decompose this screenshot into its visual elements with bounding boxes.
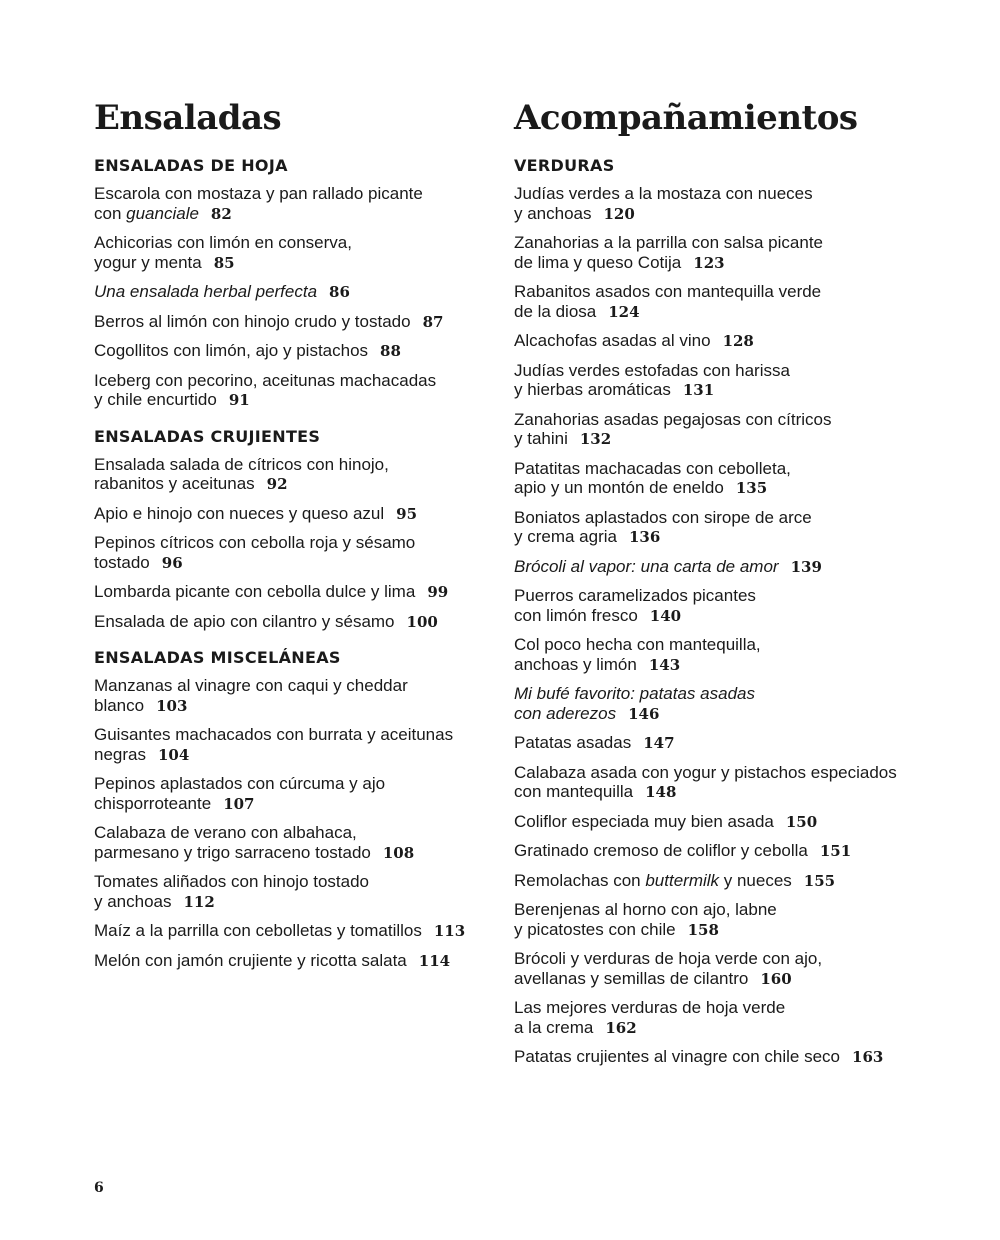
entry-text: buttermilk xyxy=(645,870,720,890)
toc-entry[interactable] xyxy=(94,341,494,362)
entry-page-number: 95 xyxy=(396,504,418,523)
entry-title xyxy=(514,233,823,272)
entry-text: Berenjenas al horno con ajo, labne xyxy=(514,900,777,919)
entry-text: Patatitas machacadas con cebolleta, xyxy=(514,458,791,478)
page-number: 6 xyxy=(94,1180,104,1196)
entry-text: y chile encurtido xyxy=(94,390,217,409)
entry-text: Lombarda picante con cebolla dulce y lima xyxy=(94,582,416,601)
entry-title xyxy=(514,508,812,547)
entry-title xyxy=(514,763,897,802)
entry-text: Remolachas con xyxy=(514,870,646,890)
entry-text: y tahini xyxy=(514,429,568,448)
entry-text: Calabaza asada con yogur y pistachos especiados xyxy=(514,762,897,782)
entry-title xyxy=(514,812,774,831)
entry-title xyxy=(94,823,371,862)
entry-text: Ensalada salada de cítricos con hinojo, xyxy=(94,454,389,474)
entry-text: Coliflor especiada muy bien asada xyxy=(514,811,774,831)
toc-entry[interactable] xyxy=(514,841,934,862)
toc-entry[interactable] xyxy=(94,725,494,765)
toc-entry[interactable] xyxy=(514,871,934,892)
entry-text: Zanahorias asadas pegajosas con cítricos xyxy=(514,409,832,429)
entry-page-number: 150 xyxy=(785,812,818,831)
section-title: ENSALADAS MISCELÁNEAS xyxy=(94,648,341,667)
entry-text: Brócoli al vapor: una carta de amor xyxy=(514,556,779,576)
entry-text: Mi bufé favorito: patatas asadas xyxy=(514,684,755,703)
entry-text: y nueces xyxy=(719,870,792,890)
entry-title xyxy=(94,504,384,523)
entry-page-number: 160 xyxy=(760,969,792,988)
entry-text: Alcachofas asadas al vino xyxy=(514,331,711,350)
entry-list xyxy=(94,676,494,971)
chapter-title-ensaladas: Ensaladas xyxy=(94,98,282,138)
entry-text: Judías verdes a la mostaza con nueces xyxy=(514,184,813,203)
entry-title xyxy=(94,341,368,360)
entry-text: Gratinado cremoso de coliflor y cebolla xyxy=(514,841,808,860)
entry-text: rabanitos y aceitunas xyxy=(94,474,255,493)
entry-page-number: 107 xyxy=(223,794,255,813)
entry-text: blanco xyxy=(94,695,145,715)
entry-page-number: 123 xyxy=(693,253,725,272)
entry-page-number: 131 xyxy=(682,381,715,399)
entry-text: Zanahorias a la parrilla con salsa picante xyxy=(514,233,824,252)
toc-entry[interactable] xyxy=(514,508,934,548)
entry-title xyxy=(94,676,408,715)
entry-page-number: 155 xyxy=(803,871,836,890)
toc-entry[interactable] xyxy=(94,312,494,333)
toc-entry[interactable] xyxy=(514,361,934,401)
entry-text: Cogollitos con limón, ajo y pistachos xyxy=(94,341,369,360)
entry-page-number: 151 xyxy=(819,842,852,860)
entry-title xyxy=(514,871,792,890)
entry-text: Patatas crujientes al vinagre con chile seco xyxy=(514,1047,841,1066)
entry-page-number: 143 xyxy=(648,655,681,674)
entry-page-number: 163 xyxy=(852,1048,884,1066)
toc-entry[interactable] xyxy=(94,504,494,525)
entry-title xyxy=(94,725,453,764)
entry-text: a la crema xyxy=(514,1017,594,1037)
entry-text: Tomates aliñados con hinojo tostado xyxy=(94,872,370,891)
entry-text: Berros al limón con hinojo crudo y tostado xyxy=(94,311,411,331)
entry-page-number: 99 xyxy=(427,583,449,601)
entry-title xyxy=(514,331,711,350)
entry-text: Col poco hecha con mantequilla, xyxy=(514,635,761,654)
column-ensaladas xyxy=(94,92,494,985)
toc-entry[interactable] xyxy=(94,872,494,912)
entry-text: de lima y queso Cotija xyxy=(514,252,682,272)
entry-title xyxy=(514,841,808,860)
entry-text: Pepinos aplastados con cúrcuma y ajo xyxy=(94,774,386,793)
entry-list xyxy=(94,455,494,633)
entry-text: Apio e hinojo con nueces y queso azul xyxy=(94,503,385,523)
entry-page-number: 124 xyxy=(608,302,640,321)
toc-entry[interactable] xyxy=(514,233,934,273)
entry-title xyxy=(514,557,779,576)
entry-text: de la diosa xyxy=(514,301,597,321)
entry-text: tostado xyxy=(94,552,150,572)
entry-title xyxy=(514,733,631,752)
entry-text: y hierbas aromáticas xyxy=(514,380,671,399)
toc-entry[interactable] xyxy=(94,921,494,942)
entry-page-number: 146 xyxy=(628,704,660,723)
entry-page-number: 113 xyxy=(433,922,466,940)
toc-entry[interactable] xyxy=(514,733,934,754)
toc-entry[interactable] xyxy=(94,774,494,814)
section-title: ENSALADAS DE HOJA xyxy=(94,156,288,175)
entry-text: Ensalada de apio con cilantro y sésamo xyxy=(94,611,395,631)
entry-text: Maíz a la parrilla con cebolletas y tomatillos xyxy=(94,921,422,940)
entry-text: Brócoli y verduras de hoja verde con ajo, xyxy=(514,949,823,968)
toc-entry[interactable] xyxy=(94,455,494,495)
toc-entry[interactable] xyxy=(514,900,934,940)
entry-page-number: 104 xyxy=(157,745,190,764)
entry-page-number: 112 xyxy=(183,892,215,911)
toc-entry[interactable] xyxy=(514,684,934,724)
entry-title xyxy=(94,582,415,601)
toc-entry[interactable] xyxy=(94,612,494,633)
entry-title xyxy=(514,361,790,400)
entry-text: Puerros caramelizados picantes xyxy=(514,586,756,605)
entry-page-number: 136 xyxy=(628,528,661,546)
entry-page-number: 96 xyxy=(161,553,183,572)
entry-text: yogur y menta xyxy=(94,252,202,272)
entry-text: y anchoas xyxy=(514,203,592,223)
entry-page-number: 162 xyxy=(605,1018,637,1037)
entry-text: anchoas y limón xyxy=(514,654,637,674)
toc-section xyxy=(94,154,494,411)
entry-title xyxy=(514,282,821,321)
section-title: ENSALADAS CRUJIENTES xyxy=(94,426,321,446)
chapter-title-acompanamientos: Acompañamientos xyxy=(514,98,858,138)
column-acompanamientos xyxy=(514,92,934,1082)
entry-page-number: 120 xyxy=(603,204,635,223)
entry-list xyxy=(514,184,934,1068)
entry-title xyxy=(94,184,423,223)
toc-entry[interactable] xyxy=(514,998,934,1038)
entry-title xyxy=(94,872,369,911)
entry-text: Las mejores verduras de hoja verde xyxy=(514,998,786,1017)
toc-entry[interactable] xyxy=(514,1047,934,1068)
toc-entry[interactable] xyxy=(514,282,934,322)
entry-page-number: 140 xyxy=(649,606,682,625)
entry-text: Una ensalada herbal perfecta xyxy=(94,282,318,301)
entry-title xyxy=(514,184,813,223)
toc-entry[interactable] xyxy=(94,951,494,972)
entry-text: Achicorias con limón en conserva, xyxy=(94,233,352,252)
toc-entry[interactable] xyxy=(94,676,494,716)
entry-page-number: 91 xyxy=(228,391,250,409)
entry-text: guanciale xyxy=(126,203,199,223)
toc-entry[interactable] xyxy=(514,949,934,989)
entry-page-number: 139 xyxy=(790,557,822,576)
toc-section xyxy=(94,646,494,971)
toc-entry[interactable] xyxy=(514,557,934,578)
section-title: VERDURAS xyxy=(514,156,615,175)
toc-entry[interactable] xyxy=(514,635,934,675)
toc-entry[interactable] xyxy=(514,459,934,499)
entry-title xyxy=(514,586,756,625)
entry-page-number: 108 xyxy=(382,843,415,862)
entry-text: Boniatos aplastados con sirope de arce xyxy=(514,507,812,527)
entry-text: con xyxy=(94,203,127,223)
entry-page-number: 85 xyxy=(213,253,235,272)
entry-page-number: 88 xyxy=(380,342,401,360)
toc-entry[interactable] xyxy=(94,282,494,303)
toc-section xyxy=(514,154,934,1068)
entry-title xyxy=(94,371,436,410)
entry-text: y anchoas xyxy=(94,891,172,911)
entry-title xyxy=(94,612,395,631)
entry-page-number: 103 xyxy=(156,696,188,715)
toc-entry[interactable] xyxy=(514,184,934,224)
entry-text: y crema agria xyxy=(514,527,617,546)
entry-text: Manzanas al vinagre con caqui y cheddar xyxy=(94,676,408,695)
entry-page-number: 132 xyxy=(579,430,612,448)
toc-entry[interactable] xyxy=(94,823,494,863)
toc-entry[interactable] xyxy=(514,763,934,803)
entry-text: Patatas asadas xyxy=(514,733,632,752)
entry-title xyxy=(94,951,407,970)
entry-page-number: 86 xyxy=(329,283,350,301)
entry-text: con aderezos xyxy=(514,703,617,723)
entry-page-number: 148 xyxy=(645,783,677,801)
entry-text: apio y un montón de eneldo xyxy=(514,478,724,497)
toc-entry[interactable] xyxy=(94,184,494,224)
entry-text: Iceberg con pecorino, aceitunas machacadas xyxy=(94,370,437,390)
entry-text: Calabaza de verano con albahaca, xyxy=(94,823,357,842)
entry-text: con limón fresco xyxy=(514,605,638,625)
entry-title xyxy=(94,282,317,301)
toc-entry[interactable] xyxy=(514,586,934,626)
sections-container xyxy=(514,154,934,1068)
entry-title xyxy=(514,900,777,939)
toc-entry[interactable] xyxy=(94,371,494,411)
entry-page-number: 114 xyxy=(418,951,451,970)
entry-text: y picatostes con chile xyxy=(514,919,676,939)
entry-title xyxy=(94,533,415,572)
entry-title xyxy=(94,455,389,494)
entry-text: parmesano y trigo sarraceno tostado xyxy=(94,842,371,862)
entry-page-number: 147 xyxy=(643,734,675,752)
entry-text: con mantequilla xyxy=(514,782,634,801)
entry-page-number: 158 xyxy=(687,920,719,939)
entry-page-number: 128 xyxy=(722,332,754,350)
entry-list xyxy=(94,184,494,411)
toc-entry[interactable] xyxy=(94,533,494,573)
entry-text: Pepinos cítricos con cebolla roja y sésamo xyxy=(94,533,416,552)
toc-entry[interactable] xyxy=(514,331,934,352)
entry-text: Rabanitos asados con mantequilla verde xyxy=(514,282,822,301)
entry-title xyxy=(94,921,422,940)
entry-title xyxy=(514,635,761,674)
entry-text: Guisantes machacados con burrata y aceitunas xyxy=(94,725,454,744)
entry-page-number: 92 xyxy=(266,475,288,493)
entry-title xyxy=(514,1047,840,1066)
entry-page-number: 135 xyxy=(735,479,768,497)
entry-text: Melón con jamón crujiente y ricotta salata xyxy=(94,950,407,970)
sections-container xyxy=(94,154,494,971)
entry-text: negras xyxy=(94,744,146,764)
entry-page-number: 100 xyxy=(406,612,438,631)
entry-title xyxy=(94,312,411,331)
toc-entry[interactable] xyxy=(94,233,494,273)
toc-entry[interactable] xyxy=(94,582,494,603)
toc-entry[interactable] xyxy=(514,410,934,450)
entry-title xyxy=(514,410,832,449)
entry-title xyxy=(514,998,785,1037)
toc-entry[interactable] xyxy=(514,812,934,833)
entry-text: Escarola con mostaza y pan rallado picante xyxy=(94,184,423,203)
toc-section xyxy=(94,425,494,633)
entry-page-number: 87 xyxy=(422,312,444,331)
entry-text: chisporroteante xyxy=(94,793,212,813)
entry-page-number: 82 xyxy=(210,204,232,223)
entry-text: avellanas y semillas de cilantro xyxy=(514,968,749,988)
entry-text: Judías verdes estofadas con harissa xyxy=(514,360,790,380)
